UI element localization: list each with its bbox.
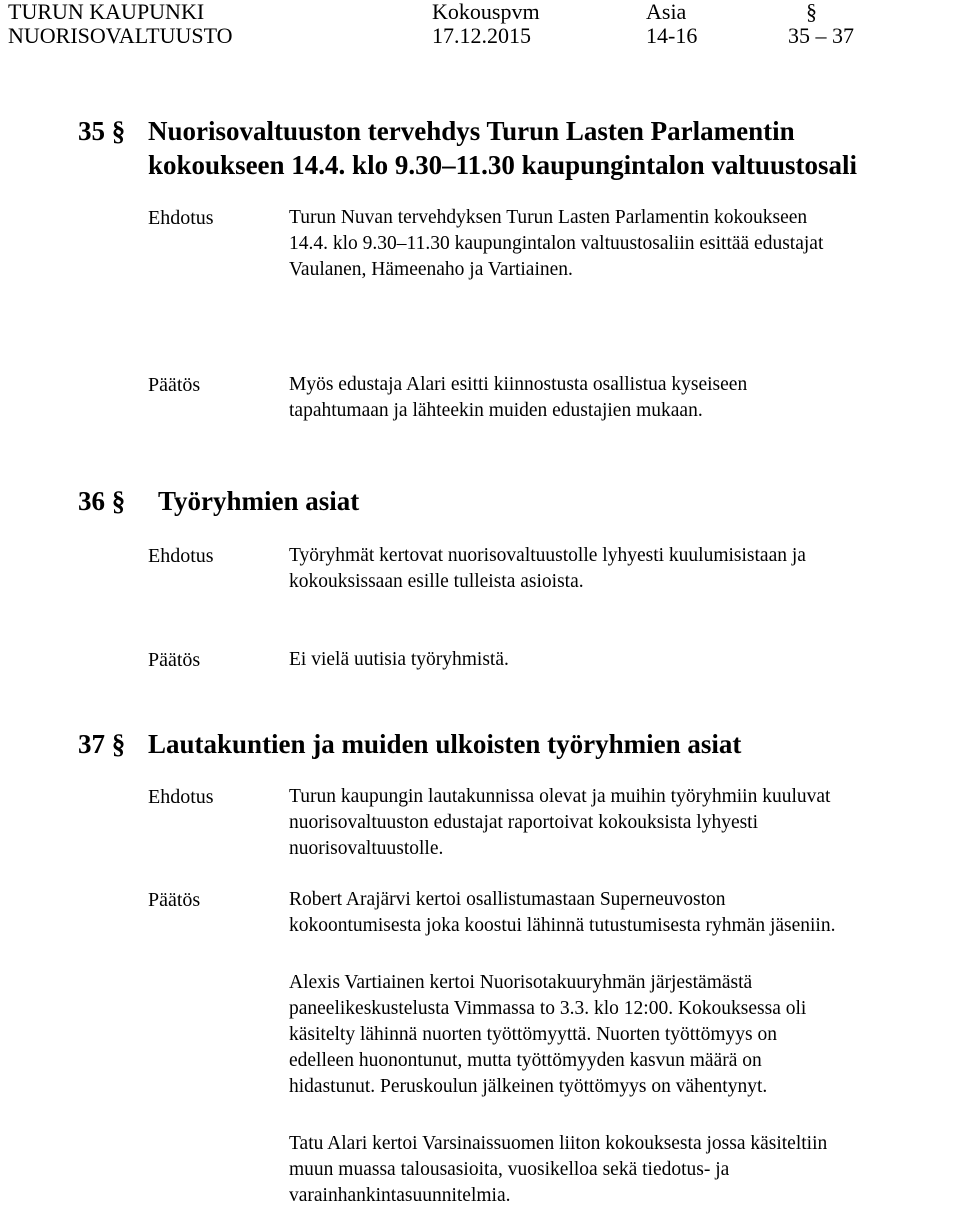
- section-37-proposal-label: Ehdotus: [148, 786, 214, 808]
- section-36-title: Työryhmien asiat: [158, 486, 360, 516]
- section-37-decision-paragraph-3: Tatu Alari kertoi Varsinaissuomen liiton kokouksesta jossa käsiteltiin muun muassa talousasioita, vuosikelloa sekä tiedotus- ja varainhankintasuunnitelmia.: [289, 1133, 828, 1206]
- section-36-decision-label: Päätös: [148, 649, 201, 671]
- section-35-proposal-text: Turun Nuvan tervehdyksen Turun Lasten Parlamentin kokoukseen 14.4. klo 9.30–11.30 kaupungintalon valtuustosaliin esittää edustajat Vaulanen, Hämeenaho ja Vartiainen.: [289, 207, 824, 280]
- header-section-to: 37: [832, 23, 854, 48]
- header-org-unit: NUORISOVALTUUSTO: [8, 23, 233, 48]
- section-symbol: §: [111, 729, 126, 759]
- section-35-title-line-1: Nuorisovaltuuston tervehdys Turun Lasten Parlamentin: [148, 116, 795, 146]
- section-37-proposal-text: Turun kaupungin lautakunnissa olevat ja muihin työryhmiin kuuluvat nuorisovaltuuston edustajat raportoivat kokouksista lyhyesti nuorisovaltuustolle.: [289, 786, 831, 859]
- header-section-from: 35: [788, 23, 810, 48]
- section-36-decision-text: Ei vielä uutisia työryhmistä.: [289, 649, 509, 670]
- header-org-name: TURUN KAUPUNKI: [8, 0, 205, 24]
- section-36-proposal-label: Ehdotus: [148, 545, 214, 567]
- section-37-title: Lautakuntien ja muiden ulkoisten työryhmien asiat: [148, 729, 742, 759]
- section-37-decision-label: Päätös: [148, 889, 201, 911]
- header-section-symbol: §: [806, 0, 817, 24]
- section-37-number: 37 §: [78, 729, 126, 759]
- section-36-number: 36 §: [78, 486, 126, 516]
- section-symbol: §: [111, 116, 126, 146]
- section-35-decision-text: Myös edustaja Alari esitti kiinnostusta osallistua kyseiseen tapahtumaan ja lähteekin muiden edustajien mukaan.: [289, 374, 748, 421]
- section-35-title-line-2: kokoukseen 14.4. klo 9.30–11.30 kaupungintalon valtuustosali: [148, 150, 857, 180]
- header-date: 17.12.2015: [432, 23, 531, 48]
- section-symbol: §: [111, 486, 126, 516]
- header-section-dash: –: [815, 23, 827, 48]
- section-37-decision-paragraph-2: Alexis Vartiainen kertoi Nuorisotakuuryhmän järjestämästä paneelikeskustelusta Vimmassa to 3.3. klo 12:00. Kokouksessa oli käsitelty lähinnä nuorten työttömyyttä. Nuorten työttömyys on edelleen huonontunut, mutta työttömyyden kasvun määrä on hidastunut. Peruskoulun jälkeinen työttömyys on vähentynyt.: [289, 972, 807, 1097]
- header-section-range: [788, 24, 854, 48]
- section-37-decision-paragraph-1: Robert Arajärvi kertoi osallistumastaan Superneuvoston kokoontumisesta joka koostui lähinnä tutustumisesta ryhmän jäseniin.: [289, 889, 836, 936]
- header-item-label: Asia: [646, 0, 687, 24]
- header-items-range: 14-16: [646, 23, 698, 48]
- section-35-number: 35 §: [78, 116, 126, 146]
- header-doc-type: Kokouspvm: [432, 0, 540, 24]
- section-35-decision-label: Päätös: [148, 374, 201, 396]
- section-35-proposal-label: Ehdotus: [148, 207, 214, 229]
- section-36-proposal-text: Työryhmät kertovat nuorisovaltuustolle lyhyesti kuulumisistaan ja kokouksissaan esille tulleista asioista.: [289, 545, 806, 592]
